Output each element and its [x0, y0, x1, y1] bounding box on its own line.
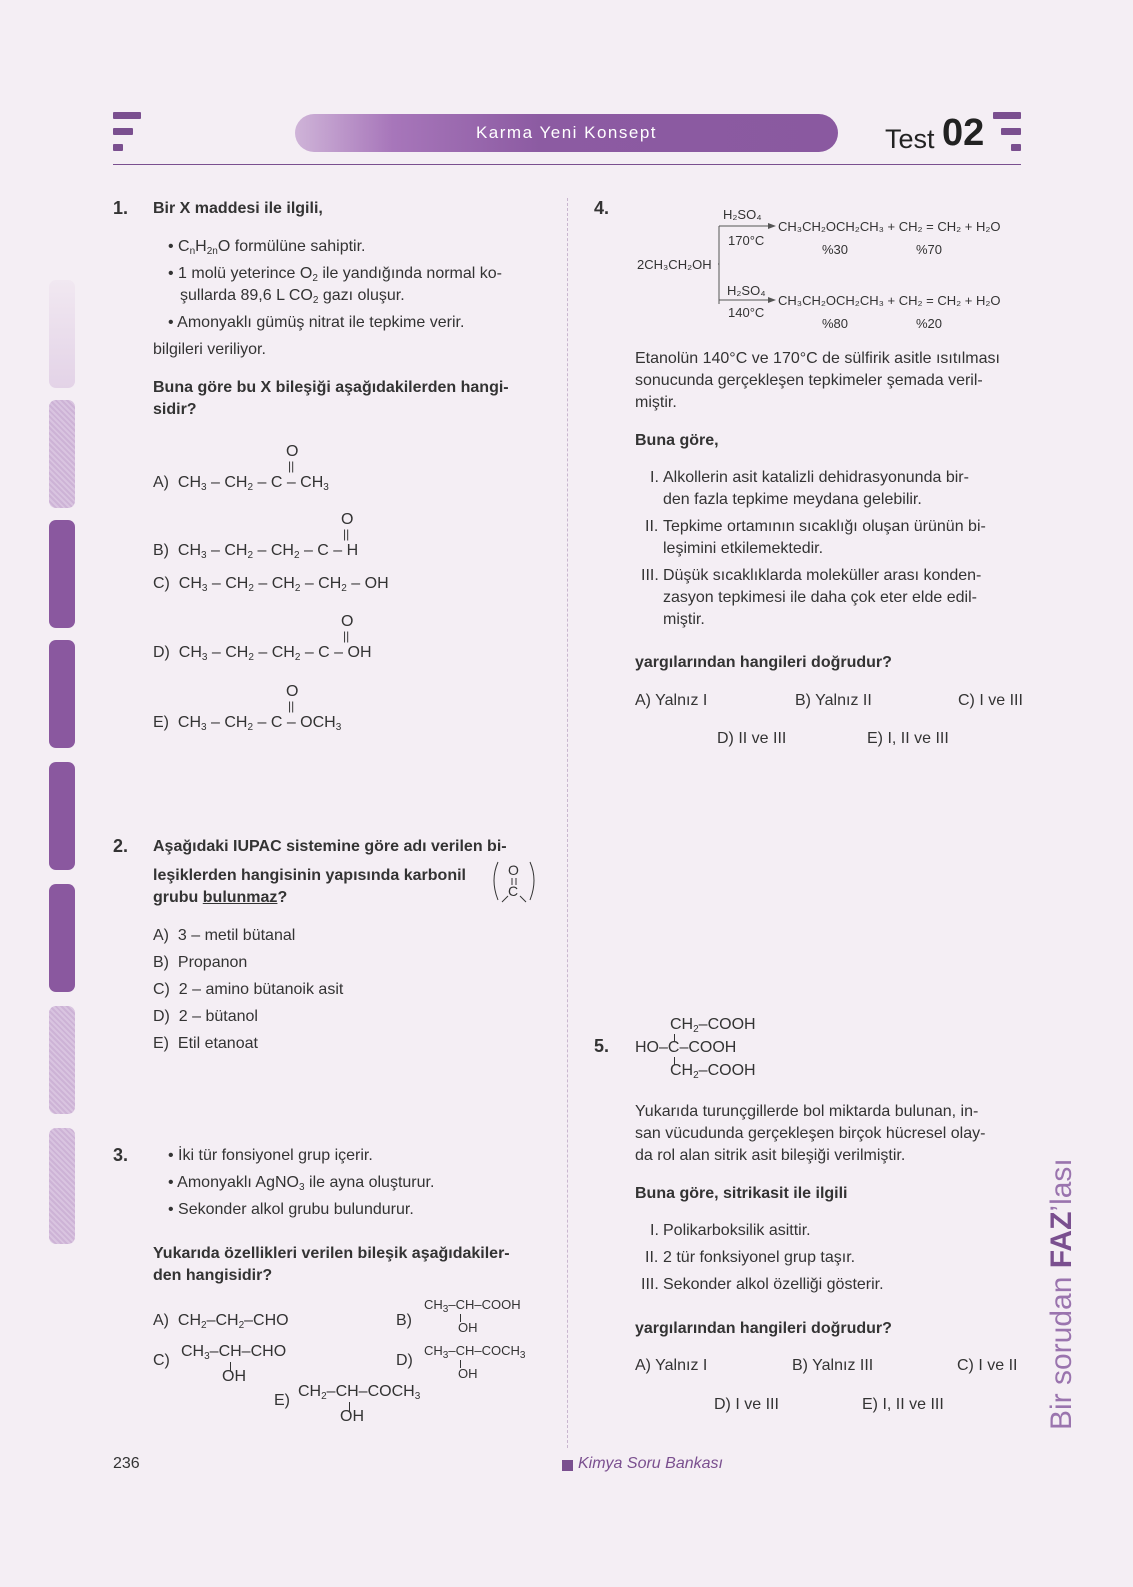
q5-statement-1-num: I. — [650, 1222, 659, 1239]
section-tab — [49, 1128, 75, 1244]
q4-top-temp: 170°C — [728, 233, 765, 248]
citric-acid-middle: HO–C–COOH — [635, 1039, 737, 1056]
q3-option-b-oh: OH — [458, 1320, 478, 1335]
q2-l3-post: ? — [277, 889, 288, 906]
q1-b2-sub: 2 — [312, 273, 318, 284]
carbonyl-group-diagram — [490, 858, 538, 908]
q1-option-d[interactable]: D) $CH_3 - CH_2 - CH_2$ – C – OH — [153, 644, 372, 663]
q5-number-text: 5. — [594, 1036, 610, 1056]
q1-b1-mid: H — [195, 238, 207, 255]
q4-reactant: 2CH₃CH₂OH — [637, 257, 712, 272]
q1-bullet-3: • Amonyaklı gümüş nitrat ile tepkime verir. — [168, 314, 465, 331]
q4-statement-1-l2: den fazla tepkime meydana gelebilir. — [663, 491, 922, 508]
logo-mark — [1001, 128, 1021, 135]
q5-lead: Buna göre, sitrikasit ile ilgili — [635, 1185, 848, 1202]
q2-option-a[interactable] — [153, 927, 295, 945]
q3-option-e[interactable] — [274, 1392, 290, 1410]
q3-question-l1: Yukarıda özellikleri verilen bileşik aşağıdakiler- — [153, 1245, 510, 1262]
q1-b2-l2-post: gazı oluşur. — [318, 287, 405, 304]
book-title: Kimya Soru Bankası — [578, 1455, 723, 1472]
q1-b2-pre: 1 molü yeterince O — [178, 265, 313, 282]
q5-option-b[interactable]: B) Yalnız III — [792, 1357, 874, 1374]
q4-option-c[interactable]: C) I ve III — [958, 692, 1023, 709]
q4-option-b[interactable]: B) Yalnız II — [795, 692, 872, 709]
q4-desc-l2: sonucunda gerçekleşen tepkimeler şemada veril- — [635, 372, 983, 389]
q5-desc-l2: san vücudunda gerçekleşen birçok hücresel olay- — [635, 1125, 986, 1142]
q3-bullet-3: • Sekonder alkol grubu bulundurur. — [168, 1201, 414, 1218]
q5-statement-3: Sekonder alkol özelliği gösterir. — [663, 1276, 884, 1293]
q1-given: bilgileri veriliyor. — [153, 341, 266, 358]
q2-opt-text: Etil etanoat — [177, 1035, 258, 1052]
side-suffix: ’lası — [1045, 1158, 1078, 1212]
question-number-4: 4. — [594, 198, 610, 218]
bond-line — [674, 1034, 675, 1042]
q5-question: yargılarından hangileri doğrudur? — [635, 1320, 892, 1337]
q1-opt-a-letter: A) — [153, 474, 169, 491]
side-brand-text — [1045, 1158, 1079, 1430]
q3-bullet-2: • Amonyaklı AgNO$_3$ ile ayna oluşturur. — [168, 1174, 435, 1193]
q2-opt-text: Propanon — [177, 954, 248, 971]
logo-mark — [113, 128, 133, 135]
double-bond: || — [343, 629, 350, 643]
q2-opt-letter: E) — [153, 1035, 169, 1052]
question-number-2: 2. — [113, 836, 129, 856]
q2-line-1: Aşağıdaki IUPAC sistemine göre adı verilen bi- — [153, 838, 507, 855]
q1-b1-pre: C — [178, 238, 190, 255]
q2-opt-text: 3 – metil bütanal — [177, 927, 296, 944]
q2-line-2: leşiklerden hangisinin yapısında karbonil — [153, 867, 466, 884]
section-tab — [49, 1006, 75, 1114]
logo-mark — [113, 144, 123, 151]
carbonyl-oxygen: O — [286, 443, 299, 460]
citric-acid-top: $CH_2$–COOH — [670, 1016, 756, 1035]
q4-lead: Buna göre, — [635, 432, 719, 449]
q3-opt-c-letter: C) — [153, 1352, 170, 1369]
carbonyl-oxygen: O — [341, 511, 354, 528]
q1-option-e[interactable]: E) $CH_3 - CH_2$ – C – $OCH_3$ — [153, 714, 342, 733]
q1-bullet-2-cont — [180, 287, 405, 306]
q2-opt-letter: A) — [153, 927, 169, 944]
q4-option-e[interactable]: E) I, II ve III — [867, 730, 949, 747]
q4-option-d[interactable]: D) II ve III — [717, 730, 787, 747]
q5-desc-l3: da rol alan sitrik asit bileşiği verilmiştir. — [635, 1147, 906, 1164]
logo-mark — [113, 112, 141, 119]
q1-b1-post: O formülüne sahiptir. — [217, 238, 366, 255]
q1-question-l2: sidir? — [153, 401, 197, 418]
q2-line-3 — [153, 889, 287, 907]
q3-b2-post: ile ayna oluşturur. — [304, 1174, 435, 1191]
q1-b2-l2-sub: 2 — [312, 295, 319, 306]
q3-option-c-formula: $CH_3-CH$–CHO — [181, 1343, 287, 1362]
carbonyl-oxygen: O — [286, 683, 299, 700]
section-tab — [49, 762, 75, 870]
q1-bullet-2: • 1 molü yeterince $O_2$ ile yandığında normal ko- — [168, 265, 502, 284]
q4-question: yargılarından hangileri doğrudur? — [635, 654, 892, 671]
q3-option-d-formula: $CH_3-CH-COCH_3$ — [424, 1343, 526, 1361]
q5-option-e[interactable]: E) I, II ve III — [862, 1396, 944, 1413]
q3-b2-sub: 3 — [299, 1182, 305, 1193]
q4-statement-2-num: II. — [645, 518, 659, 535]
q4-desc-l1: Etanolün 140°C ve 170°C de sülfirik asitle ısıtılması — [635, 350, 1000, 367]
q5-option-d[interactable]: D) I ve III — [714, 1396, 779, 1413]
q1-option-c[interactable]: C) $CH_3 - CH_2 - CH_2 - CH_2$ – OH — [153, 575, 389, 594]
q4-statement-1-num: I. — [650, 469, 659, 486]
citric-acid-bottom: $CH_2$–COOH — [670, 1062, 756, 1081]
q2-option-c[interactable] — [153, 981, 343, 999]
q4-top-pct-1: %30 — [822, 242, 849, 257]
q4-bottom-temp: 140°C — [728, 305, 765, 320]
q3-option-c-oh: OH — [222, 1368, 246, 1385]
q3-b1-text: İki tür fonsiyonel grup içerir. — [178, 1147, 373, 1164]
q1-option-b[interactable]: B) $CH_3 - CH_2 - CH_2$ – C – H — [153, 542, 359, 561]
q5-option-c[interactable]: C) I ve II — [957, 1357, 1018, 1374]
q3-option-e-formula: $CH_2-CH-COCH_3$ — [298, 1383, 421, 1402]
q3-option-c[interactable] — [153, 1352, 170, 1370]
q3-bullet-1: • İki tür fonsiyonel grup içerir. — [168, 1147, 373, 1164]
section-tab — [49, 400, 75, 508]
q2-opt-letter: C) — [153, 981, 170, 998]
q4-option-a[interactable]: A) Yalnız I — [635, 692, 708, 709]
q1-opt-d-letter: D) — [153, 644, 170, 661]
q3-b3-text: Sekonder alkol grubu bulundurur. — [178, 1201, 414, 1218]
q1-opt-b-letter: B) — [153, 542, 169, 559]
q3-option-a[interactable]: A) $CH_2-CH_2$–CHO — [153, 1312, 289, 1331]
section-tab — [49, 640, 75, 748]
question-number-5 — [594, 1036, 609, 1057]
q1-option-a[interactable]: A) $CH_3 - CH_2$ – C – $CH_3$ — [153, 474, 329, 493]
q4-statement-3-l2: zasyon tepkimesi ile daha çok eter elde edil- — [663, 589, 977, 606]
q4-top-pct-2: %70 — [916, 242, 943, 257]
q1-b2-post: ile yandığında normal ko- — [317, 265, 502, 282]
q3-opt-e-letter: E) — [274, 1392, 290, 1409]
q2-opt-letter: D) — [153, 1008, 170, 1025]
q2-opt-text: 2 – amino bütanoik asit — [178, 981, 344, 998]
double-bond: || — [288, 699, 295, 713]
q4-statement-3-l1: Düşük sıcaklıklarda moleküller arası konden- — [663, 567, 982, 584]
side-prefix: Bir sorudan — [1045, 1268, 1078, 1430]
q1-question-l1: Buna göre bu X bileşiği aşağıdakilerden hangi- — [153, 379, 509, 396]
q3-opt-a-letter: A) — [153, 1312, 169, 1329]
q5-statement-3-num: III. — [641, 1276, 659, 1293]
q1-opt-c-letter: C) — [153, 575, 170, 592]
section-tab — [49, 520, 75, 628]
test-number: 02 — [942, 112, 985, 154]
double-bond: || — [343, 527, 350, 541]
q1-b3-text: Amonyaklı gümüş nitrat ile tepkime verir. — [177, 314, 465, 331]
q4-top-products: CH₃CH₂OCH₂CH₃ + CH₂ = CH₂ + H₂O — [778, 219, 1001, 234]
q1-b2-l2-pre: şullarda 89,6 L CO — [180, 287, 313, 304]
q5-statement-2: 2 tür fonksiyonel grup taşır. — [663, 1249, 856, 1266]
logo-mark — [1011, 144, 1021, 151]
q2-l3-underline: bulunmaz — [202, 889, 278, 906]
q3-b2-pre: Amonyaklı AgNO — [177, 1174, 299, 1191]
section-tab — [49, 280, 75, 388]
q2-l3-pre: grubu — [153, 889, 203, 906]
q4-bottom-pct-2: %20 — [916, 316, 943, 331]
q2-option-d[interactable] — [153, 1008, 258, 1026]
svg-text:O: O — [508, 862, 519, 878]
q3-option-d[interactable] — [396, 1352, 413, 1370]
q2-option-e[interactable] — [153, 1035, 258, 1053]
q3-option-e-oh: OH — [340, 1408, 364, 1425]
test-label: Test — [885, 124, 935, 154]
question-number-1: 1. — [113, 198, 129, 218]
q1-b1-sub1: n — [189, 246, 196, 257]
q1-opt-e-letter: E) — [153, 714, 169, 731]
banner-title: Karma Yeni Konsept — [475, 123, 658, 142]
q4-statement-3-l3: miştir. — [663, 611, 705, 628]
q5-option-a[interactable]: A) Yalnız I — [635, 1357, 708, 1374]
column-divider — [567, 198, 568, 1448]
q3-question-l2: den hangisidir? — [153, 1267, 273, 1284]
q3-opt-b-letter: B) — [396, 1312, 412, 1329]
q5-statement-1: Polikarboksilik asittir. — [663, 1222, 811, 1239]
q4-top-reagent: H₂SO₄ — [723, 207, 762, 222]
q4-desc-l3: miştir. — [635, 394, 677, 411]
q2-opt-letter: B) — [153, 954, 169, 971]
q4-bottom-reagent: H₂SO₄ — [727, 283, 766, 298]
q4-bottom-products: CH₃CH₂OCH₂CH₃ + CH₂ = CH₂ + H₂O — [778, 293, 1001, 308]
carbonyl-oxygen: O — [341, 613, 354, 630]
svg-text:C: C — [508, 883, 519, 899]
q1-intro: Bir X maddesi ile ilgili, — [153, 200, 323, 217]
q4-statement-2-l2: leşimini etkilemektedir. — [663, 540, 824, 557]
page-number: 236 — [113, 1455, 140, 1472]
double-bond: || — [288, 459, 295, 473]
q4-statement-2-l1: Tepkime ortamının sıcaklığı oluşan ürünün bi- — [663, 518, 986, 535]
q5-statement-2-num: II. — [645, 1249, 659, 1266]
header-rule — [113, 164, 1021, 165]
q4-statement-1-l1: Alkollerin asit katalizli dehidrasyonunda bir- — [663, 469, 969, 486]
q4-statement-3-num: III. — [641, 567, 659, 584]
q1-b1-sub2: 2n — [206, 246, 218, 257]
q3-option-b[interactable] — [396, 1312, 412, 1330]
footer-square-icon — [562, 1460, 573, 1471]
q4-bottom-pct-1: %80 — [822, 316, 849, 331]
q3-option-b-formula: $CH_3-CH$–COOH — [424, 1297, 521, 1315]
section-tab — [49, 884, 75, 992]
bond-line — [674, 1057, 675, 1065]
q3-opt-d-letter: D) — [396, 1352, 413, 1369]
q2-opt-text: 2 – bütanol — [178, 1008, 258, 1025]
question-number-3: 3. — [113, 1145, 129, 1165]
q2-option-b[interactable] — [153, 954, 247, 972]
q1-bullet-1: • $C_nH_{2n}O$ formülüne sahiptir. — [168, 238, 366, 257]
q5-desc-l1: Yukarıda turunçgillerde bol miktarda bulunan, in- — [635, 1103, 979, 1120]
q3-option-d-oh: OH — [458, 1366, 478, 1381]
logo-mark — [993, 112, 1021, 119]
side-brand: FAZ — [1045, 1211, 1078, 1269]
